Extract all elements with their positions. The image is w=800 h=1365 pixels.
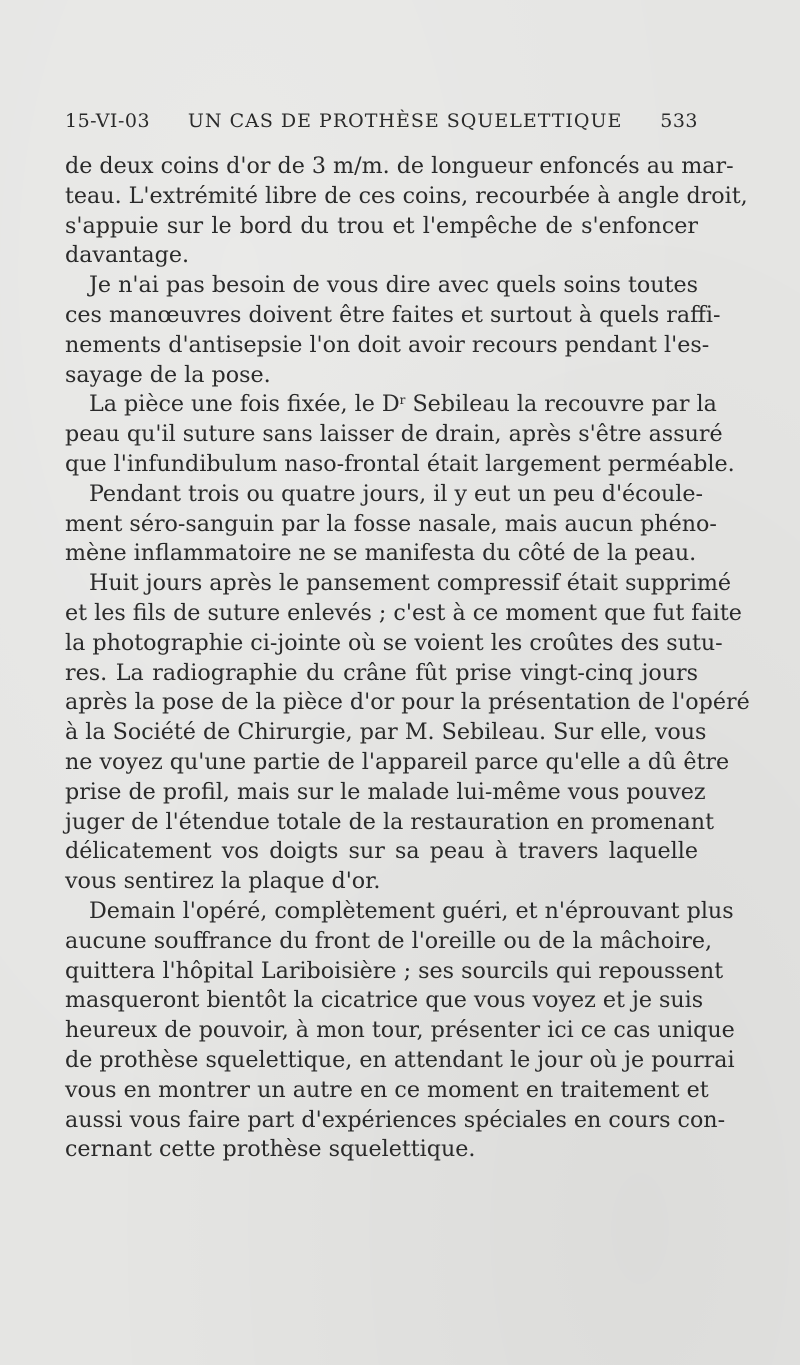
text-line — [65, 390, 717, 420]
text-line: ne voyez qu'une partie de l'appareil parce qu'elle a dû être — [65, 748, 730, 775]
text-line: sayage de la pose. — [65, 361, 271, 388]
text-line: vous en montrer un autre en ce moment en traitement et — [65, 1076, 709, 1103]
text-line: à la Société de Chirurgie, par M. Sebileau. Sur elle, vous — [65, 719, 707, 746]
text-line: ces manœuvres doivent être faites et surtout à quels raffi- — [65, 301, 721, 328]
text-line: masqueront bientôt la cicatrice que vous voyez et je suis — [65, 987, 704, 1014]
text-line: après la pose de la pièce d'or pour la présentation de l'opéré — [65, 689, 750, 716]
superscript: r — [399, 393, 406, 408]
text-line: Huit jours après le pansement compressif était supprimé — [89, 570, 732, 597]
text-line: aussi vous faire part d'expériences spéciales en cours con- — [65, 1106, 726, 1133]
text-line: ment séro-sanguin par la fosse nasale, mais aucun phéno- — [65, 510, 717, 537]
text-line: davantage. — [65, 242, 190, 269]
text-line: res. La radiographie du crâne fût prise vingt-cinq jours — [65, 659, 698, 686]
text-line: prise de profil, mais sur le malade lui-même vous pouvez — [65, 778, 706, 805]
header-title: UN CAS DE PROTHÈSE SQUELETTIQUE — [187, 110, 623, 132]
text-line: peau qu'il suture sans laisser de drain, après s'être assuré — [65, 421, 723, 448]
text-line: cernant cette prothèse squelettique. — [65, 1136, 476, 1163]
text-line: nements d'antisepsie l'on doit avoir recours pendant l'es- — [65, 331, 710, 358]
text-line: teau. L'extrémité libre de ces coins, recourbée à angle droit, — [65, 182, 748, 209]
text-segment: Sebileau la recouvre par la — [405, 391, 717, 418]
paragraph — [65, 480, 717, 569]
text-line: que l'infundibulum naso-frontal était largement perméable. — [65, 450, 735, 477]
text-segment: La pièce une fois fixée, le D — [89, 391, 400, 418]
text-line: vous sentirez la plaque d'or. — [65, 868, 381, 895]
paragraph — [65, 271, 721, 390]
text-line: Je n'ai pas besoin de vous dire avec quels soins toutes — [89, 272, 698, 299]
page-number: 533 — [660, 110, 698, 132]
text-line: Pendant trois ou quatre jours, il y eut un peu d'écoule- — [89, 480, 703, 507]
body-text — [65, 152, 750, 1165]
paragraph — [65, 897, 735, 1165]
paragraph — [65, 152, 748, 271]
text-line: la photographie ci-jointe où se voient les croûtes des sutu- — [65, 629, 723, 656]
book-page — [65, 110, 750, 1165]
text-line: quittera l'hôpital Lariboisière ; ses sourcils qui repoussent — [65, 957, 724, 984]
text-line: juger de l'étendue totale de la restauration en promenant — [65, 808, 714, 835]
text-line: mène inflammatoire ne se manifesta du côté de la peau. — [65, 540, 697, 567]
text-line: aucune souffrance du front de l'oreille ou de la mâchoire, — [65, 927, 713, 954]
text-line: de prothèse squelettique, en attendant le jour où je pourrai — [65, 1046, 735, 1073]
text-line: délicatement vos doigts sur sa peau à travers laquelle — [65, 838, 698, 865]
text-line: de deux coins d'or de 3 m/m. de longueur enfoncés au mar- — [65, 153, 734, 179]
text-line: Demain l'opéré, complètement guéri, et n'éprouvant plus — [89, 897, 734, 924]
running-head — [65, 110, 698, 146]
text-line: heureux de pouvoir, à mon tour, présenter ici ce cas unique — [65, 1017, 735, 1044]
paragraph — [65, 569, 750, 897]
text-line: s'appuie sur le bord du trou et l'empêche de s'enfoncer — [65, 212, 698, 239]
paragraph — [65, 390, 735, 479]
text-line: et les fils de suture enlevés ; c'est à ce moment que fut faite — [65, 599, 742, 626]
header-date: 15-VI-03 — [65, 110, 151, 132]
